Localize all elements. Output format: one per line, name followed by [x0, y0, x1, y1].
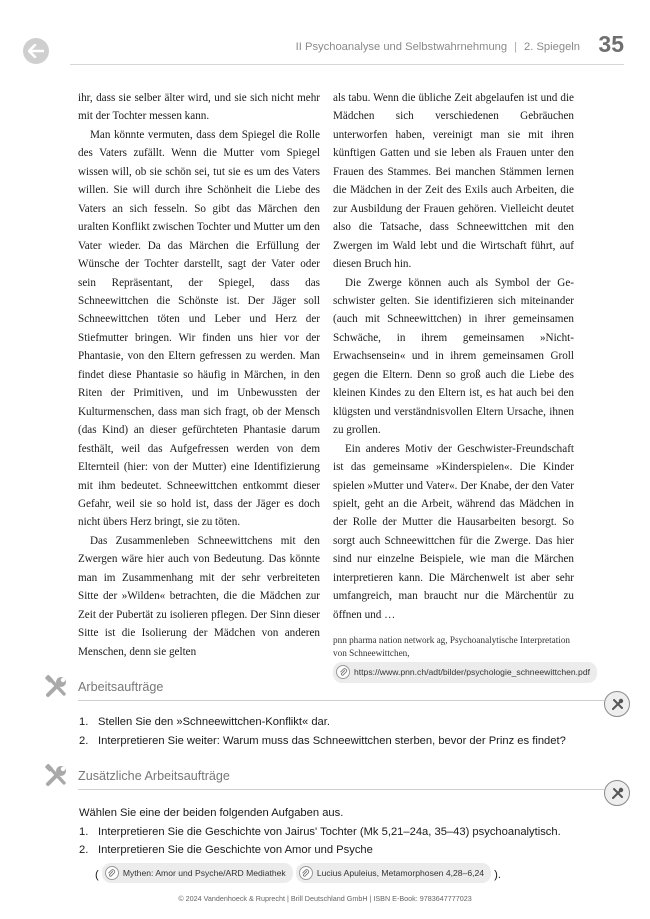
- tasks-section: [44, 675, 630, 755]
- extra-tasks-list: [79, 804, 561, 884]
- arrow-left-icon: [28, 44, 44, 58]
- back-button[interactable]: [23, 38, 49, 64]
- extra-tasks-intro: Wählen Sie eine der beiden folgenden Aufgaben aus.: [79, 807, 344, 819]
- extra-tasks-title: Zusätzliche Arbeitsaufträge: [78, 769, 230, 783]
- list-item: [79, 713, 566, 732]
- paragraph: Ein anderes Motiv der Geschwister-Freundschaft ist das gemeinsame »Kinderspielen«. Die Kinder spielen »Mutter und Vater«. Der Knabe, der den Vater spielt, geht an die Arbeit, während das Mädchen in der Rolle der Mutter die Hausarbeiten besorgt. So sorgt auch Schneewittchen für die Zwerge. Das hier sind nur einzelne Beispiele, wie man die Märchen interpretieren kann. Die Märchenwelt ist aber sehr umfangreich, man braucht nur die Märchentür zu öffnen und …: [333, 442, 574, 621]
- paperclip-icon: [105, 866, 119, 880]
- item-number: 2.: [79, 734, 89, 747]
- item-number: 2.: [79, 844, 89, 857]
- item-text: Interpretieren Sie die Geschichte von Jairus' Tochter (Mk 5,21–24a, 35–43) psychoanalytisch.: [98, 825, 561, 838]
- paragraph: Die Zwerge können auch als Symbol der Geschwister gelten. Sie identifizieren sich miteinander (auch mit Schneewittchen) in ihrer gemeinsamen Schwäche, in ihrem gemeinsamen »Nicht-Erwachsensein« und in ihrem gemeinsamen Groll gegen die Eltern. Denn so groß auch die Liebe des kleinen Kindes zu den Eltern ist, es hat auch bei den klügsten und verständnisvollen Eltern Ursache, ihnen zu grollen.: [333, 276, 574, 437]
- item-number: 1.: [79, 825, 89, 838]
- footer-copyright: © 2024 Vandenhoeck & Ruprecht | Brill Deutschland GmbH | ISBN E-Book: 9783647777023: [178, 894, 472, 903]
- list-item: [79, 732, 566, 751]
- page-number: 35: [598, 31, 624, 57]
- section-title: 2. Spiegeln: [524, 41, 580, 53]
- tools-icon: [44, 675, 70, 699]
- source-link-url: https://www.pnn.ch/adt/bilder/psychologie_schneewittchen.pdf: [354, 667, 590, 678]
- tasks-title: Arbeitsaufträge: [78, 680, 164, 694]
- media-link-label: Mythen: Amor und Psyche/ARD Mediathek: [122, 867, 286, 878]
- paragraph: Man könnte vermuten, dass dem Spiegel die Rolle des Vaters zufällt. Wenn die Mutter vom Spiegel wissen will, ob sie schön sei, tut sie es um des Vaters willen. Sie will durch ihre Schönheit die Liebe des Vaters an sich fesseln. So gibt das Märchen den uralten Konflikt zwischen Tochter und Mutter um den Vater wieder. Da das Märchen die Erfüllung der Wünsche der Tochter darstellt, sagt der Vater oder sein Repräsentant, der Spiegel, dass das Schneewittchen die Schönste ist. Der Jäger soll Schneewittchen töten und Leber und Herz der Stiefmutter bringen. Wir finden uns hier vor der Phantasie, von den Eltern gefressen zu werden. Man findet diese Phantasie so häufig in Märchen, in den Riten der Primitiven, und im Unbewussten der Kulturmenschen, dass man sich fragt, ob der Mensch (das Kind) an dieser gefürchteten Phantasie darum festhält, weil das Aufgefressen werden von dem Elternteil (hier: von der Mutter) eine Identifizierung mit ihm bedeutet. Schneewittchen entkommt dieser Gefahr, weil sie so hold ist, dass der Jäger es doch nicht übers Herz bringt, sie zu töten.: [78, 128, 320, 529]
- extra-tasks-header: [44, 764, 630, 790]
- section-rule: [78, 789, 604, 790]
- extra-tasks-section: [44, 764, 630, 884]
- tasks-list: [79, 713, 566, 750]
- item-text: Stellen Sie den »Schneewittchen-Konflikt« dar.: [98, 716, 330, 728]
- paragraph: ihr, dass sie selber älter wird, und sie sich nicht mehr mit der Tochter messen kann.: [78, 92, 320, 123]
- chapter-title: II Psychoanalyse und Selbstwahrnehmung: [295, 41, 508, 53]
- media-link-apuleius[interactable]: [296, 863, 491, 884]
- item-number: 1.: [79, 716, 89, 728]
- header-rule: [70, 64, 624, 65]
- list-item: [79, 823, 561, 842]
- paperclip-icon: [299, 866, 313, 880]
- left-column: [78, 89, 320, 661]
- tools-icon: [44, 764, 70, 788]
- media-link-amor-psyche[interactable]: [102, 863, 293, 884]
- running-head: [296, 41, 580, 53]
- open-paren: (: [95, 868, 99, 881]
- tools-circle-icon: [604, 691, 630, 717]
- paragraph: als tabu. Wenn die übliche Zeit abgelaufen ist und die Mädchen sich verschiedenen Gebräuchen unterworfen haben, vereinigt man sie mit ihren künftigen Gatten und sie leben als Frauen unter den Frauen des Stammes. Bei manchen Stämmen lernen die Mädchen in der Zeit des Exils auch Arbeiten, die zur Ausbildung der Frauen gehören. Vielleicht deutet also die Tatsache, dass Schneewittchen mit den Zwergen im Wald lebt und die Wirtschaft führt, auf diesen Bruch hin.: [333, 92, 574, 271]
- media-links: [79, 860, 561, 884]
- close-paren: ).: [494, 868, 502, 881]
- media-link-label: Lucius Apuleius, Metamorphosen 4,28–6,24: [316, 867, 485, 878]
- paragraph: Das Zusammenleben Schneewittchens mit den Zwergen wäre hier auch von Bedeutung. Das könnte man im Zusammenhang mit der sehr verbreiteten Sitte der »Wilden« betrachten, die die Mädchen zur Zeit der Pubertät zu isolieren pflegen. Der Sinn dieser Sitte ist die Isolierung der Mädchen von anderen Menschen, denn sie gelten: [78, 534, 320, 658]
- tasks-header: [44, 675, 630, 701]
- separator: |: [514, 41, 518, 53]
- source-citation: pnn pharma nation network ag, Psychoanalytische Interpretation von Schneewittchen,: [333, 635, 571, 658]
- list-item: [79, 841, 561, 860]
- section-rule: [78, 700, 604, 701]
- right-column: [333, 89, 590, 683]
- item-text: Interpretieren Sie weiter: Warum muss das Schneewittchen sterben, bevor der Prinz es findet?: [98, 734, 566, 747]
- item-text: Interpretieren Sie die Geschichte von Amor und Psyche: [98, 844, 373, 857]
- tools-circle-icon: [604, 780, 630, 806]
